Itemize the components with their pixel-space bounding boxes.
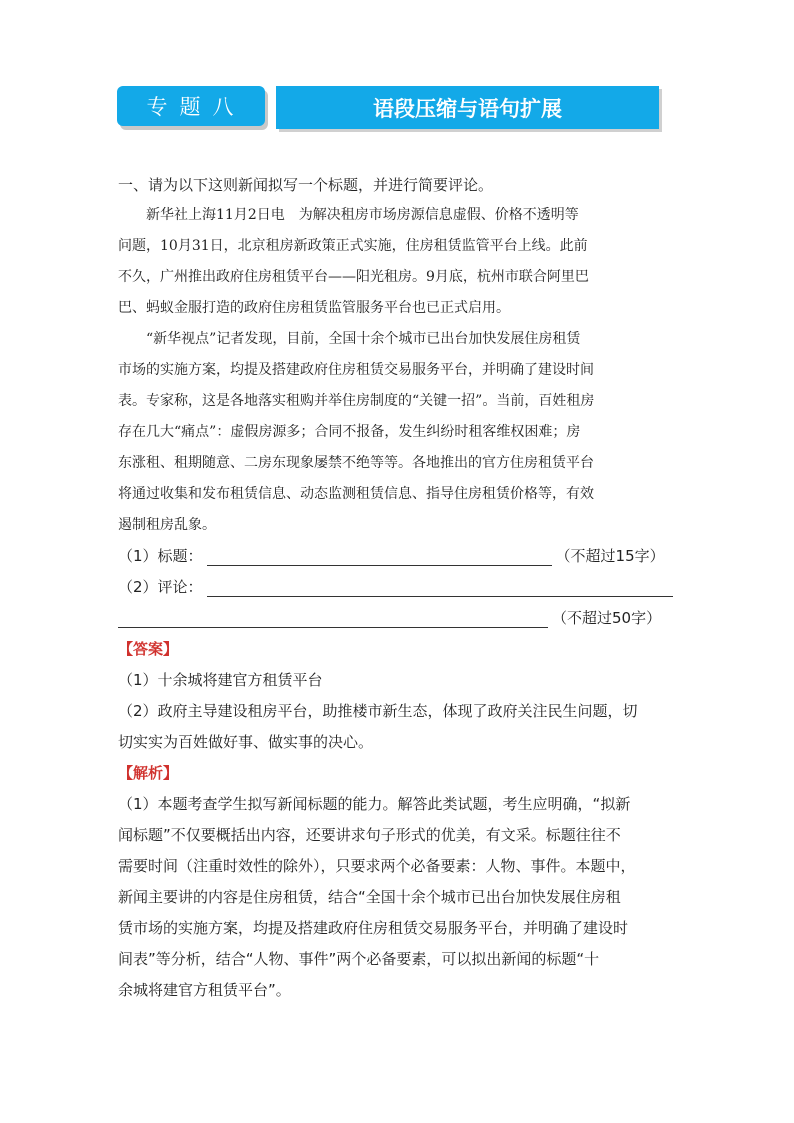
topic-title-bar: 语段压缩与语句扩展 xyxy=(276,86,659,129)
analysis-label: 【解析】 xyxy=(118,764,179,782)
analysis-line: 新闻主要讲的内容是住房租赁，结合“全国十余个城市已出台加快发展住房租 xyxy=(118,888,621,906)
topic-number-tab: 专题八 xyxy=(117,86,265,126)
analysis-line: （1）本题考查学生拟写新闻标题的能力。解答此类试题，考生应明确，“拟新 xyxy=(118,795,631,813)
title-label: （1）标题： xyxy=(118,547,203,565)
passage-line: 将通过收集和发布租赁信息、动态监测租赁信息、指导住房租赁价格等，有效 xyxy=(118,486,594,502)
analysis-line: 间表”等分析，结合“人物、事件”两个必备要素，可以拟出新闻的标题“十 xyxy=(118,950,600,968)
passage-line: 问题，10月31日，北京租房新政策正式实施，住房租赁监管平台上线。此前 xyxy=(118,238,588,254)
passage-line: 新华社上海11月2日电 为解决租房市场房源信息虚假、价格不透明等 xyxy=(146,207,579,223)
passage-line: “新华视点”记者发现，目前，全国十余个城市已出台加快发展住房租赁 xyxy=(146,331,581,347)
title-blank-line[interactable] xyxy=(207,545,552,566)
passage-line: 市场的实施方案，均提及搭建政府住房租赁交易服务平台，并明确了建设时间 xyxy=(118,362,594,378)
news-passage xyxy=(118,200,678,541)
comment-limit: （不超过50字） xyxy=(552,609,662,627)
analysis-line: 赁市场的实施方案，均提及搭建政府住房租赁交易服务平台，并明确了建设时 xyxy=(118,919,629,937)
answer-line: （1）十余城将建官方租赁平台 xyxy=(118,671,323,689)
comment-answer-row-2 xyxy=(118,603,678,634)
passage-line: 表。专家称，这是各地落实租购并举住房制度的“关键一招”。当前，百姓租房 xyxy=(118,393,595,409)
title-answer-row xyxy=(118,541,678,572)
answer-line: （2）政府主导建设租房平台，助推楼市新生态，体现了政府关注民生问题，切 xyxy=(118,702,638,720)
question-prompt: 一、请为以下这则新闻拟写一个标题，并进行简要评论。 xyxy=(118,176,494,194)
answer-line: 切实实为百姓做好事、做实事的决心。 xyxy=(118,733,374,751)
passage-line: 巴、蚂蚁金服打造的政府住房租赁监管服务平台也已正式启用。 xyxy=(118,300,510,316)
passage-line: 不久，广州推出政府住房租赁平台——阳光租房。9月底，杭州市联合阿里巴 xyxy=(118,269,589,285)
passage-line: 遏制租房乱象。 xyxy=(118,517,216,533)
analysis-line: 闻标题”不仅要概括出内容，还要讲求句子形式的优美，有文采。标题往往不 xyxy=(118,826,621,844)
comment-label: （2）评论： xyxy=(118,578,203,596)
comment-blank-line[interactable] xyxy=(207,576,673,597)
comment-answer-row xyxy=(118,572,678,603)
question-content xyxy=(118,170,678,1006)
answer-label: 【答案】 xyxy=(118,640,179,658)
topic-header xyxy=(117,86,659,130)
analysis-line: 需要时间（注重时效性的除外），只要求两个必备要素：人物、事件。本题中， xyxy=(118,857,636,875)
passage-line: 存在几大“痛点”：虚假房源多；合同不报备，发生纠纷时租客维权困难；房 xyxy=(118,424,581,440)
passage-line: 东涨租、租期随意、二房东现象屡禁不绝等等。各地推出的官方住房租赁平台 xyxy=(118,455,594,471)
title-limit: （不超过15字） xyxy=(555,547,665,565)
analysis-line: 余城将建官方租赁平台”。 xyxy=(118,981,291,999)
comment-blank-line-2[interactable] xyxy=(118,607,548,628)
